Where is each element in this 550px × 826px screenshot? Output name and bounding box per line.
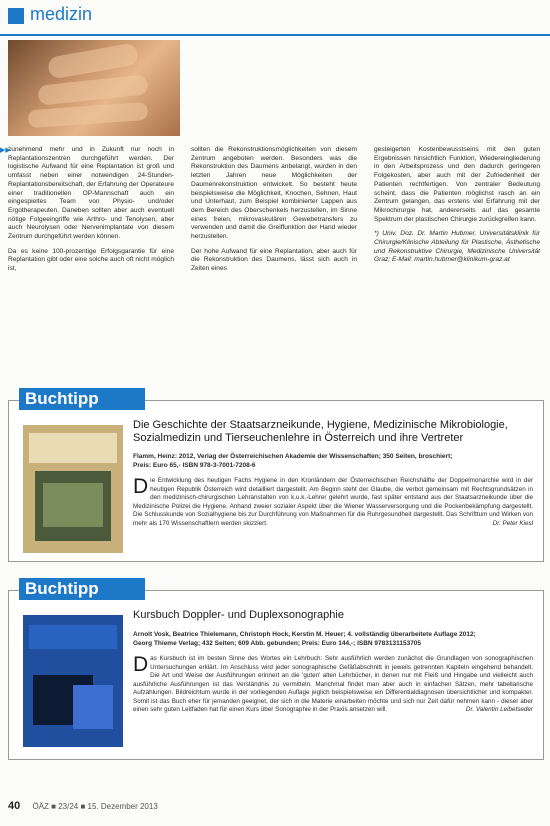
book-review: Die Entwicklung des heutigen Fachs Hygiene in den Kronländern der Österreichischen Reichshälfte der Doppelmonarchie wird in der heutigen Republik Österreich wird detailliert dargestellt. Am Beginn steht der Glaube, die verbot gemeinsam mit Rechtsgrundsätzen in den medizinisch-chirurgischen Lehranstalten von k.u.k.-Lehrer gelehrt wurde, fast später entstand aus der Staatsarzneikunde über die Medizinische Polizei die Hygiene. Anhand zweier sozialer Aspekt über die Wiener Wasserversorgung und die Pockenbekämpfung dargestellt. Die Schlusskunde von Sozialhygiene bis zur Durchführung von Maßnahmen für die Ruhrgesundheit dargestellt. Das Schrifttum und Wirken von mehr als 170 Wissenschaftlern werden skizziert. Dr. Peter Kiesl <box>133 475 533 527</box>
book-cover-image <box>23 425 123 553</box>
continuation-arrow-icon: ▶▶ <box>0 147 11 154</box>
paragraph: sollten die Rekonstruktionsmöglichkeiten von diesem Zentrum angeboten werden. Besonders was die Rekonstruktion des Daumens anbelangt, wurden in den letzten Jahren neue Möglichkeiten der Daumenrekonstruktion entwickelt. So besteht heute beispielsweise die Möglichkeit, Knochen, Sehnen, Haut und Unterhaut, zum Beispiel kombinierter Lappen aus dem Bereich des Oberschenkels herzustellen, im Sinne eines freien, mikrovaskulären Gewebetransfers zu verwenden und damit die Greiffunktion der Hand wieder herzustellen. <box>191 146 357 241</box>
book-title: Kursbuch Doppler- und Duplexsonographie <box>133 609 344 621</box>
page-footer <box>8 800 158 812</box>
buchtipp-panel-1 <box>8 389 544 562</box>
buchtipp-panel-2 <box>8 579 544 760</box>
book-cover-image <box>23 615 123 747</box>
drop-cap: D <box>133 475 149 498</box>
reviewer-name: Dr. Valentin Leibetseder <box>465 706 533 713</box>
reviewer-name: Dr. Peter Kiesl <box>492 519 533 527</box>
section-header <box>0 0 550 36</box>
article-column-1 <box>0 146 174 280</box>
paragraph: zunehmend mehr und in Zukunft nur noch in Replantationszentren durchgeführt werden. Der logistische Aufwand für eine Replantation ist groß und umfasst neben einer notwendigen 24-Stunden-Replantationsbereitschaft, der Erfahrung der Operateure einer traditionellen OP-Mannschaft auch ein eingespieltes Team von Physio- und/oder Ergotherapeuten. Daneben sollten aber auch eventuell nötige Folgeeingriffe wie Arthro- und Tenolysen, aber auch Neurolysen oder Nervenimplantate von diesem Zentrum durchgeführt werden können. <box>8 146 174 241</box>
book-review: Das Kursbuch ist im besten Sinne des Wortes ein Lehrbuch: Sehr ausführlich werden zunächst die Grundlagen von sonographischen Untersuchungen erklärt. Im Anschluss wird jeder sonographische Gefäßabschnitt in jeweils getrennten Kapiteln eingehend behandelt. Die Art und Weise der Ausführungen erinnert an die 'guten' alten Lehrbücher, in denen nur mit Fleiß und Hingabe und vielleicht auch ausführliche Ausführungen ist das Verständnis zu vermitteln. Manchmal findet man aber auch in einfachen Sätzen, mehr tabellarische Aufzählungen. Bildreichtum wurde in der vorliegenden Auflage jeglich beispielsweise ein Differentialdiagnosen übersichtlicher und kompakter. Somit ist das Buch eher für jemanden geeignet, der sich in die Materie einarbeiten möchte und sich nur Zeit dafür nehmen kann - dieser aber einen sehr guten Leitfaden hat für einen Kurs über Sonographie in der Praxis ansetzen will. Dr. Valentin Leibetseder <box>133 653 533 713</box>
section-title: medizin <box>30 4 93 24</box>
author-note: *) Univ. Doz. Dr. Martin Hubmer, Universitätsklinik für Chirurgie/Klinische Abteilung für Plastische, Ästhetische und Rekonstruktive Chirurgie, Medizinische Universität Graz; E-Mail: martin.hubmer@klinikum-graz.at <box>374 230 540 264</box>
issue-info: ÖÄZ ■ 23/24 ■ 15. Dezember 2013 <box>32 802 158 811</box>
page-number: 40 <box>8 800 21 812</box>
book-publisher-info: Flamm, Heinz: 2012, Verlag der Österreichischen Akademie der Wissenschaften; 350 Seiten, broschiert; Preis: Euro 65,- ISBN 978-3-7001-7208-6 <box>133 453 453 469</box>
paragraph: Da es keine 100-prozentige Erfolgsgarantie für eine Replantation gibt oder eine solche auch oft nicht möglich ist, <box>8 247 174 273</box>
drop-cap: D <box>133 653 149 676</box>
book-title: Die Geschichte der Staatsarzneikunde, Hygiene, Medizinische Mikrobiologie, Sozialmedizin und Tierseuchenlehre in Österreich und ihre Vertreter <box>133 419 508 445</box>
buchtipp-label: Buchtipp <box>19 388 145 410</box>
hand-photo <box>8 40 180 136</box>
article-column-2 <box>191 146 357 280</box>
section-marker <box>8 8 24 24</box>
buchtipp-label: Buchtipp <box>19 578 145 600</box>
paragraph: Der hohe Aufwand für eine Replantation, aber auch für die Rekonstruktion des Daumens, lässt sich auch in Zeiten eines <box>191 247 357 273</box>
paragraph: gesteigerten Kostenbewusstseins mit den guten Ergebnissen hinsichtlich Funktion, Wiedereingliederung in den Arbeitsprozess und den dadurch geringeren Folgekosten, aber auch mit der Zufriedenheit der Patienten rechtfertigen. Von zentraler Bedeutung scheint, dass die Patienten möglichst rasch an ein Zentrum gelangen, das erstens viel Erfahrung mit der Mikrochirurgie hat, andererseits auf das gesamte Spektrum der plastischen Chirurgie zurückgreifen kann. <box>374 146 540 223</box>
article-column-3 <box>374 146 540 271</box>
book-publisher-info: Arnolt Vosk, Beatrice Thielemann, Christoph Hock, Kerstin M. Heuer; 4. vollständig überarbeitete Auflage 2012; Georg Thieme Verlag; 432 Seiten; 609 Abb. gebunden; Preis: Euro 144,-; ISBN 9783131153705 <box>133 631 476 647</box>
